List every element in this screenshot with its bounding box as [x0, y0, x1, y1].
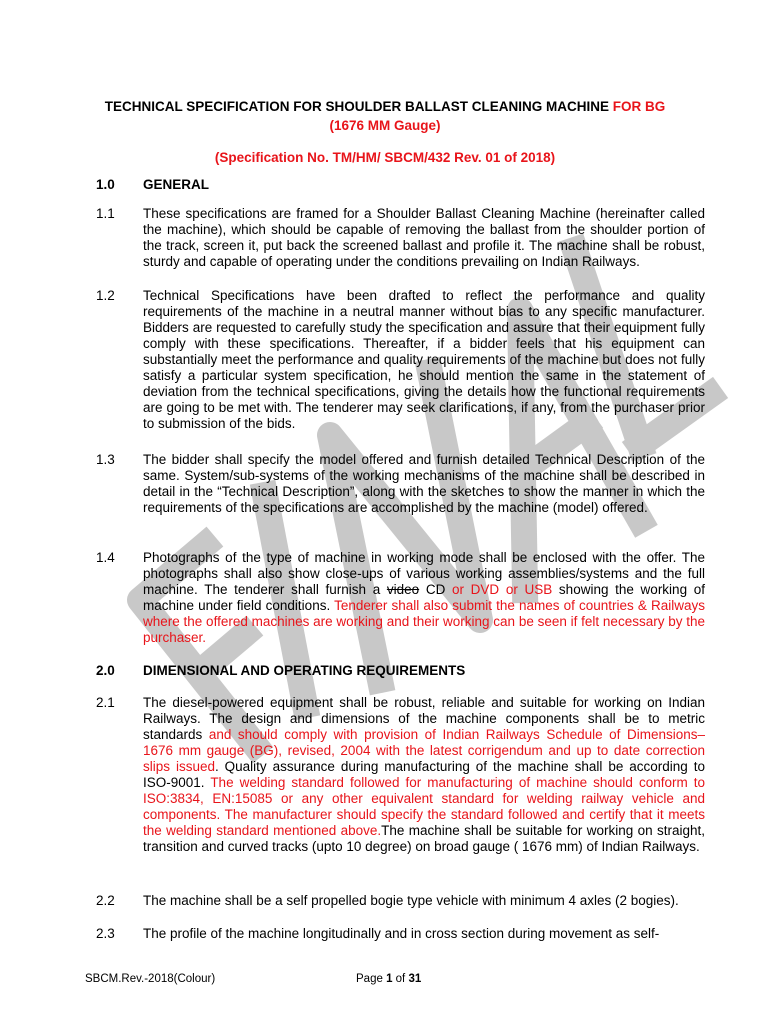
footer-page-number [356, 973, 421, 985]
para-2-1-text-b: . Quality assurance during manufacturing of the machine shall be according to ISO-9001. [143, 759, 706, 790]
para-number-1-1: 1.1 [96, 206, 115, 221]
para-1-3: The bidder shall specify the model offered and furnish detailed Technical Description of the same. System/sub-systems of the working mechanisms of the machine shall be described in detail in the “Technical Description”, along with the sketches to show the manner in which the requirements of the specifications are accomplished by the machine (model) offered. [143, 452, 705, 515]
footer-page-prefix: Page [356, 973, 387, 985]
para-2-2: The machine shall be a self propelled bogie type vehicle with minimum 4 axles (2 bogies). [143, 893, 679, 908]
para-1-4-text-b: CD [419, 582, 452, 597]
para-2-1-red-welding: The welding standard followed for manufacturing of machine should conform to ISO:3834, EN:15085 or any other equivalent standard for welding railway vehicle and components. The manufacturer should specify the standard followed and certify that it meets the welding standard mentioned above. [143, 775, 705, 838]
para-number-1-3: 1.3 [96, 452, 115, 467]
para-1-4-red-media: or DVD or USB [452, 582, 553, 597]
para-number-1-4: 1.4 [96, 550, 115, 565]
para-1-4-red-countries: Tenderer shall also submit the names of countries & Railways where the offered machines are working and their working can be seen if felt necessary by the purchaser. [143, 598, 706, 645]
section-title-dimensional: DIMENSIONAL AND OPERATING REQUIREMENTS [143, 663, 466, 678]
footer-doc-id: SBCM.Rev.-2018(Colour) [85, 973, 216, 985]
para-1-4-strikethrough: video [386, 582, 420, 597]
para-number-2-1: 2.1 [96, 695, 115, 710]
para-1-4 [143, 550, 705, 646]
footer-page-current: 1 [386, 973, 393, 985]
para-2-1 [143, 695, 705, 855]
para-2-1-red-schedule: and should comply with provision of Indian Railways Schedule of Dimensions– 1676 mm gauge (BG), revised, 2004 with the latest corrigendum and up to date correction slips issued [143, 727, 706, 774]
section-number-1: 1.0 [96, 177, 115, 192]
para-2-1-text-c: The machine shall be suitable for working on straight, transition and curved tracks (upto 10 degree) on broad gauge ( 1676 mm) of Indian Railways. [143, 823, 705, 854]
para-number-2-2: 2.2 [96, 893, 115, 908]
section-number-2: 2.0 [96, 663, 115, 678]
section-title-general: GENERAL [143, 177, 210, 192]
para-number-2-3: 2.3 [96, 926, 115, 941]
spec-number: (Specification No. TM/HM/ SBCM/432 Rev. 01 of 2018) [214, 150, 556, 165]
title-gauge: (1676 MM Gauge) [329, 118, 441, 133]
title-red: FOR BG [612, 99, 666, 114]
footer-page-total: 31 [408, 973, 422, 985]
footer-page-of: of [392, 973, 409, 985]
para-1-2: Technical Specifications have been drafted to reflect the performance and quality requirements of the machine in a neutral manner without bias to any specific manufacturer. Bidders are requested to carefully study the specification and assure that their equipment fully comply with these specifications. Thereafter, if a bidder feels that his equipment can substantially meet the performance and quality requirements of the machine but does not fully satisfy a particular system specification, he should mention the same in the statement of deviation from the technical specifications, giving the details how the functional requirements are going to be met with. The tenderer may seek clarifications, if any, from the purchaser prior to submission of the bids. [143, 288, 705, 431]
para-1-4-text-c: showing the working of machine under field conditions. [143, 582, 706, 613]
para-1-4-text-a: Photographs of the type of machine in working mode shall be enclosed with the offer. The photographs shall also show close-ups of various working assemblies/systems and the full machine. The tenderer shall furnish a [143, 550, 705, 597]
para-1-1: These specifications are framed for a Shoulder Ballast Cleaning Machine (hereinafter called the machine), which should be capable of removing the ballast from the shoulder portion of the track, screen it, put back the screened ballast and profile it. The machine shall be robust, sturdy and capable of operating under the conditions prevailing on Indian Railways. [143, 206, 705, 269]
document-title [40, 97, 730, 135]
para-2-3: The profile of the machine longitudinally and in cross section during movement as self- [143, 926, 660, 941]
para-number-1-2: 1.2 [96, 288, 115, 303]
title-main: TECHNICAL SPECIFICATION FOR SHOULDER BALLAST CLEANING MACHINE [104, 99, 609, 114]
para-2-1-text-a: The diesel-powered equipment shall be robust, reliable and suitable for working on Indian Railways. The design and dimensions of the machine components shall be to metric standards [143, 695, 705, 742]
